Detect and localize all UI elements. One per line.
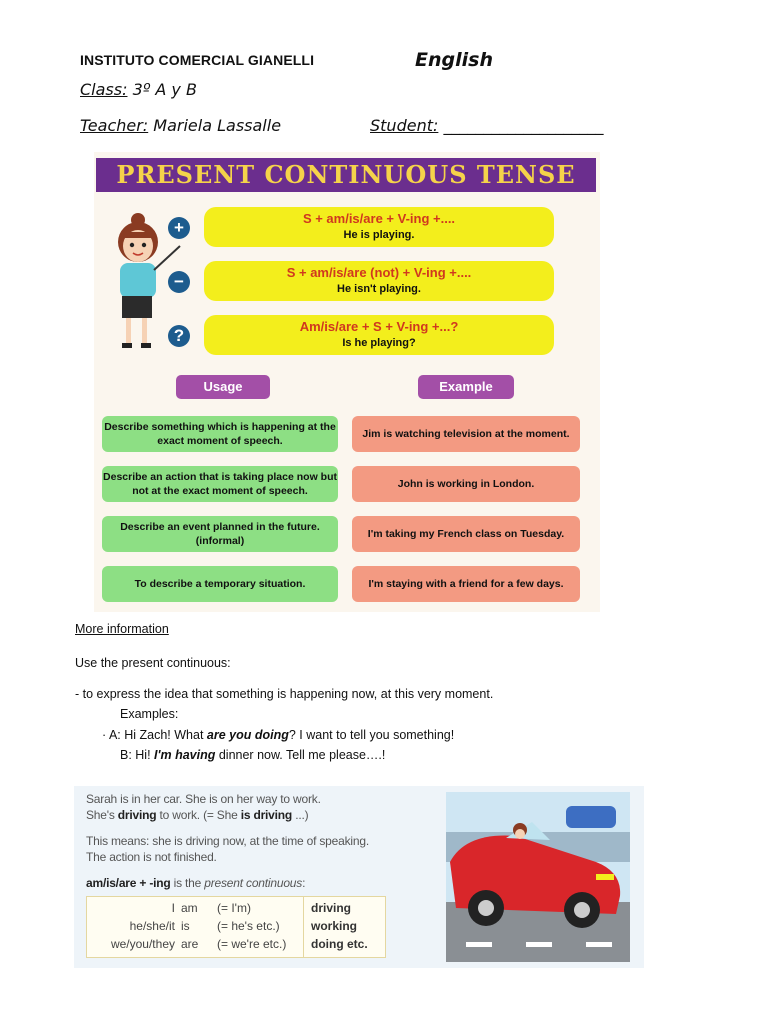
grammar-line-5d: :: [302, 876, 306, 890]
table-pronoun-1: I: [171, 901, 175, 915]
usage-point: - to express the idea that something is happening now, at this very moment.: [75, 687, 494, 701]
question-example: Is he playing?: [342, 337, 416, 349]
grammar-line-2a: She's: [86, 808, 118, 822]
class-label: Class:: [80, 80, 128, 99]
table-verb-3: are: [181, 937, 199, 951]
table-verb-1: am: [181, 901, 198, 915]
examples-label: Examples:: [120, 707, 179, 721]
present-continuous-infographic: [94, 152, 600, 612]
example-a-start: · A: Hi Zach! What: [102, 728, 207, 742]
table-contraction-2: (= he's etc.): [217, 919, 280, 933]
question-mark-icon: ?: [168, 325, 190, 347]
example-row-4: I'm staying with a friend for a few days.: [352, 566, 580, 602]
example-row-1: Jim is watching television at the moment.: [352, 416, 580, 452]
grammar-line-1: Sarah is in her car. She is on her way to work.: [86, 792, 321, 806]
grammar-line-2b: driving: [117, 808, 157, 822]
more-information-heading: More information: [75, 622, 169, 636]
negative-formula-box: [204, 261, 554, 301]
question-formula-box: [204, 315, 554, 355]
student-label: Student:: [370, 116, 439, 135]
grammar-line-2: [86, 808, 308, 822]
grammar-line-5c: present continuous: [204, 876, 303, 890]
table-ing-2: working: [311, 919, 358, 933]
negative-minus-icon: −: [168, 271, 190, 293]
table-contraction-3: (= we're etc.): [217, 937, 287, 951]
present-continuous-table: [86, 896, 386, 958]
subject-title: English: [415, 49, 493, 71]
table-pronoun-3: we/you/they: [110, 937, 175, 951]
example-heading: Example: [418, 375, 514, 399]
affirmative-formula: S + am/is/are + V-ing +....: [302, 211, 456, 226]
student-line: [370, 116, 603, 135]
table-ing-1: driving: [311, 901, 352, 915]
grammar-line-2d: is driving: [240, 808, 293, 822]
example-b-verb: I'm having: [154, 748, 216, 762]
example-a-verb: are you doing: [206, 728, 289, 742]
example-b-end: dinner now. Tell me please….!: [215, 748, 386, 762]
intro-text: Use the present continuous:: [75, 656, 231, 670]
grammar-line-3: This means: she is driving now, at the time of speaking.: [86, 834, 369, 848]
infographic-title: PRESENT CONTINUOUS TENSE: [96, 158, 596, 192]
class-value: 3º A y B: [132, 80, 197, 99]
grammar-explanation-panel: [74, 786, 644, 968]
grammar-line-2e: ...): [292, 808, 309, 822]
usage-row-1: Describe something which is happening at the exact moment of speech.: [102, 416, 338, 452]
grammar-line-2c: to work. (= She: [156, 808, 241, 822]
grammar-line-5a: am/is/are + -ing: [86, 876, 171, 890]
grammar-line-5: [86, 876, 305, 890]
usage-row-3: Describe an event planned in the future. (informal): [102, 516, 338, 552]
example-a: [102, 728, 454, 742]
negative-formula: S + am/is/are (not) + V-ing +....: [286, 265, 472, 280]
teacher-line: [80, 116, 281, 135]
usage-heading: Usage: [176, 375, 270, 399]
usage-row-4: To describe a temporary situation.: [102, 566, 338, 602]
woman-driving-car-illustration: [446, 792, 630, 962]
affirmative-plus-icon: +: [168, 217, 190, 239]
class-line: [80, 80, 197, 99]
example-row-3: I'm taking my French class on Tuesday.: [352, 516, 580, 552]
grammar-line-5b: is the: [170, 876, 205, 890]
affirmative-formula-box: [204, 207, 554, 247]
teacher-value: Mariela Lassalle: [153, 116, 282, 135]
example-a-end: ? I want to tell you something!: [288, 728, 455, 742]
student-blank: ____________________: [443, 116, 604, 135]
affirmative-example: He is playing.: [343, 229, 415, 241]
example-b-start: B: Hi!: [120, 748, 155, 762]
example-row-2: John is working in London.: [352, 466, 580, 502]
school-name: INSTITUTO COMERCIAL GIANELLI: [80, 52, 315, 68]
table-contraction-1: (= I'm): [217, 901, 251, 915]
grammar-line-4: The action is not finished.: [86, 850, 217, 864]
table-verb-2: is: [181, 919, 190, 933]
question-formula: Am/is/are + S + V-ing +...?: [299, 319, 459, 334]
table-ing-3: doing etc.: [311, 937, 368, 951]
teacher-label: Teacher:: [80, 116, 149, 135]
usage-row-2: Describe an action that is taking place now but not at the exact moment of speech.: [102, 466, 338, 502]
table-pronoun-2: he/she/it: [129, 919, 175, 933]
example-b: [120, 748, 385, 762]
negative-example: He isn't playing.: [337, 283, 421, 295]
